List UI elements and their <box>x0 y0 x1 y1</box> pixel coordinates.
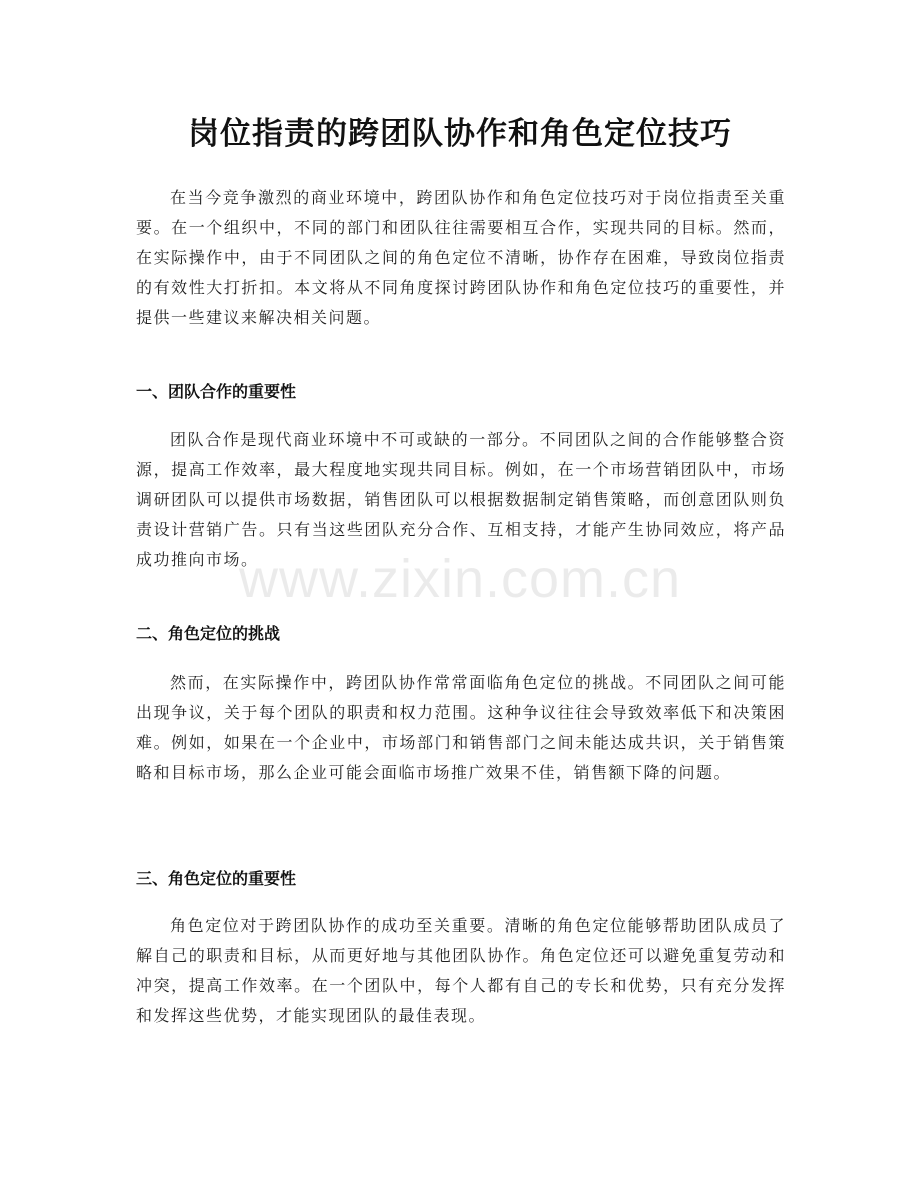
intro-paragraph: 在当今竞争激烈的商业环境中，跨团队协作和角色定位技巧对于岗位指责至关重要。在一个组织中，不同的部门和团队往往需要相互合作，实现共同的目标。然而，在实际操作中，由于不同团队之间的角色定位不清晰，协作存在困难，导致岗位指责的有效性大打折扣。本文将从不同角度探讨跨团队协作和角色定位技巧的重要性，并提供一些建议来解决相关问题。 <box>136 188 786 327</box>
section-1-heading: 一、团队合作的重要性 <box>136 382 297 401</box>
section-2-heading: 二、角色定位的挑战 <box>136 624 281 643</box>
section-2-paragraph: 然而，在实际操作中，跨团队协作常常面临角色定位的挑战。不同团队之间可能出现争议，关于每个团队的职责和权力范围。这种争议往往会导致效率低下和决策困难。例如，如果在一个企业中，市场部门和销售部门之间未能达成共识，关于销售策略和目标市场，那么企业可能会面临市场推广效果不佳，销售额下降的问题。 <box>136 673 786 782</box>
section-3-heading: 三、角色定位的重要性 <box>136 869 297 888</box>
section-1-paragraph: 团队合作是现代商业环境中不可或缺的一部分。不同团队之间的合作能够整合资源，提高工作效率，最大程度地实现共同目标。例如，在一个市场营销团队中，市场调研团队可以提供市场数据，销售团队可以根据数据制定销售策略，而创意团队则负责设计营销广告。只有当这些团队充分合作、互相支持，才能产生协同效应，将产品成功推向市场。 <box>136 430 786 569</box>
section-3-paragraph: 角色定位对于跨团队协作的成功至关重要。清晰的角色定位能够帮助团队成员了解自己的职责和目标，从而更好地与其他团队协作。角色定位还可以避免重复劳动和冲突，提高工作效率。在一个团队中，每个人都有自己的专长和优势，只有充分发挥和发挥这些优势，才能实现团队的最佳表现。 <box>136 916 786 1025</box>
document-title: 岗位指责的跨团队协作和角色定位技巧 <box>188 116 732 152</box>
watermark: www.zixin.com.cn <box>238 549 682 609</box>
